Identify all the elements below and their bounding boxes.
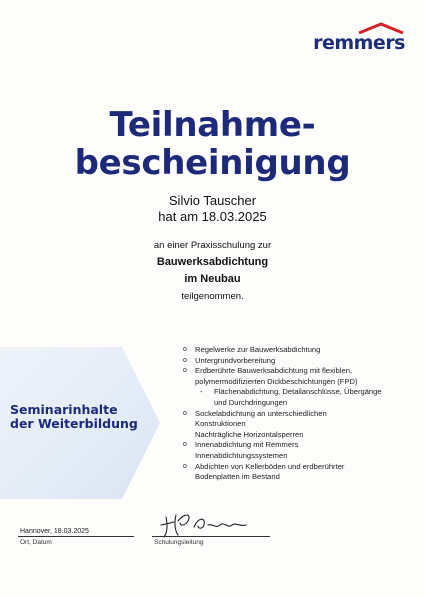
dash-marker-icon: - xyxy=(200,387,203,397)
seminar-item-text: Nachträgliche Horizontalsperren xyxy=(195,429,304,439)
seminar-item xyxy=(180,345,410,356)
seminar-heading-line-2: der Weiterbildung xyxy=(10,416,138,431)
circle-bullet-icon: o xyxy=(183,346,187,353)
seminar-item-text: Bodenplatten im Bestand xyxy=(195,472,280,482)
circle-bullet-icon: o xyxy=(183,441,187,449)
participation-date: hat am 18.03.2025 xyxy=(158,209,267,224)
seminar-item-text: Flächenabdichtung, Detailanschlüsse, Übergänge xyxy=(214,387,382,397)
place-date-line xyxy=(18,536,134,537)
remmers-logo xyxy=(315,22,405,54)
seminar-item-text: Erdberührte Bauwerksabdichtung mit flexiblen, xyxy=(195,366,353,376)
circle-bullet-icon: o xyxy=(183,462,187,470)
seminar-subitem xyxy=(180,387,410,408)
circle-bullet-icon: o xyxy=(183,409,187,417)
course-topic-line-2: im Neubau xyxy=(184,273,241,285)
seminar-item-text: polymermodifizierten Dickbeschichtungen (FPD) xyxy=(195,376,358,386)
place-date-value: Hannover, 18.03.2025 xyxy=(20,528,89,535)
seminar-item xyxy=(180,440,410,461)
place-date-caption: Ort, Datum xyxy=(20,539,52,546)
seminar-item-text: Innenabdichtung mit Remmers xyxy=(195,440,299,450)
seminar-heading xyxy=(10,403,160,431)
seminar-content-list xyxy=(180,345,410,483)
circle-bullet-icon: o xyxy=(183,356,187,364)
leader-caption: Schulungsleitung xyxy=(154,539,204,546)
title-line-1: Teilnahme- xyxy=(109,105,316,145)
seminar-item-text: Regelwerke zur Bauwerksabdichtung xyxy=(195,345,321,354)
participant-name: Silvio Tauscher xyxy=(168,193,257,208)
circle-bullet-icon: o xyxy=(183,367,187,375)
signature-line xyxy=(152,536,270,537)
course-outro: teilgenommen. xyxy=(181,291,244,302)
course-topic-line-1: Bauwerksabdichtung xyxy=(156,256,269,268)
course-intro: an einer Praxisschulung zur xyxy=(153,240,272,251)
title-line-2: bescheinigung xyxy=(74,143,351,183)
seminar-item-text: Konstruktionen xyxy=(195,419,246,429)
seminar-item xyxy=(180,462,410,483)
brand-name: remmers xyxy=(313,32,405,54)
seminar-item xyxy=(180,366,410,387)
seminar-item xyxy=(180,409,410,441)
seminar-item xyxy=(180,356,410,367)
seminar-heading-line-1: Seminarinhalte xyxy=(10,402,118,417)
seminar-item-text: Untergrundvorbereitung xyxy=(195,355,276,365)
seminar-item-text: Innenabdichtungssystemen xyxy=(195,450,288,460)
seminar-item-text: und Durchdringungen xyxy=(214,397,288,407)
seminar-item-text: Abdichten von Kellerböden und erdberührter xyxy=(195,461,345,471)
seminar-item-text: Sockelabdichtung an unterschiedlichen xyxy=(195,408,327,418)
